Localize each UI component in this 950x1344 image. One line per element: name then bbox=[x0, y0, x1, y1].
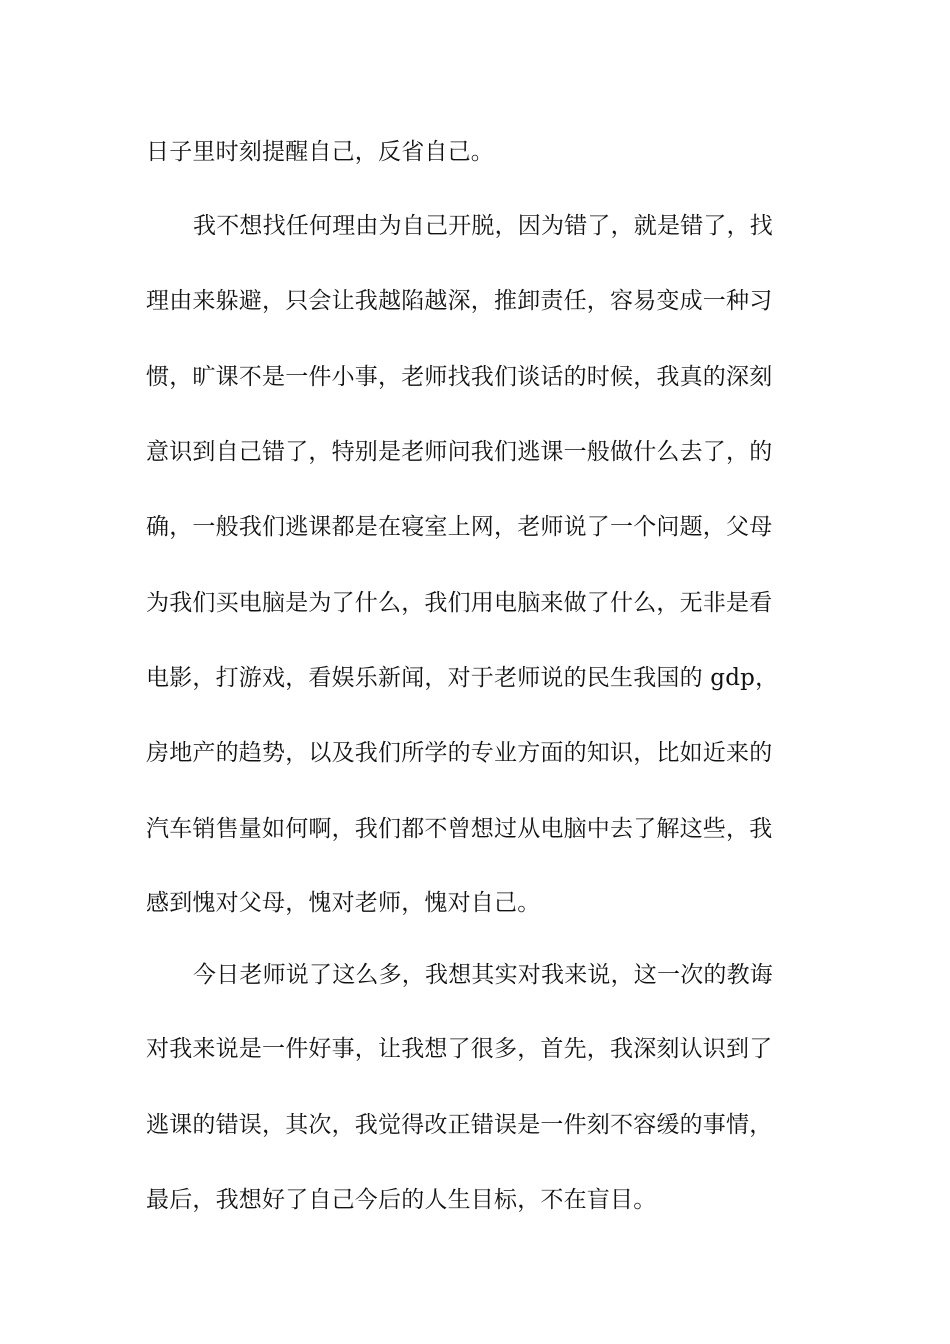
text-line: 为我们买电脑是为了什么，我们用电脑来做了什么，无非是看 bbox=[146, 590, 773, 616]
text-line: 惯，旷课不是一件小事，老师找我们谈话的时候，我真的深刻 bbox=[146, 364, 773, 390]
text-line: 对我来说是一件好事，让我想了很多，首先，我深刻认识到了 bbox=[146, 1036, 773, 1062]
text-line: 房地产的趋势，以及我们所学的专业方面的知识，比如近来的 bbox=[146, 740, 773, 766]
text-line: 日子里时刻提醒自己，反省自己。 bbox=[146, 139, 494, 165]
text-line: 最后，我想好了自己今后的人生目标，不在盲目。 bbox=[146, 1187, 657, 1213]
text-line: 逃课的错误，其次，我觉得改正错误是一件刻不容缓的事情， bbox=[146, 1112, 773, 1138]
text-line: 意识到自己错了，特别是老师问我们逃课一般做什么去了，的 bbox=[146, 439, 773, 465]
paragraph-start-line: 今日老师说了这么多，我想其实对我来说，这一次的教诲 bbox=[193, 962, 773, 988]
text-line: 理由来躲避，只会让我越陷越深，推卸责任，容易变成一种习 bbox=[146, 288, 773, 314]
text-line: 感到愧对父母，愧对老师，愧对自己。 bbox=[146, 890, 541, 916]
text-line: 汽车销售量如何啊，我们都不曾想过从电脑中去了解这些，我 bbox=[146, 816, 773, 842]
paragraph-start-line: 我不想找任何理由为自己开脱，因为错了，就是错了，找 bbox=[193, 213, 773, 239]
text-line: 电影，打游戏，看娱乐新闻，对于老师说的民生我国的 gdp， bbox=[146, 665, 779, 691]
text-line: 确，一般我们逃课都是在寝室上网，老师说了一个问题，父母 bbox=[146, 514, 773, 540]
